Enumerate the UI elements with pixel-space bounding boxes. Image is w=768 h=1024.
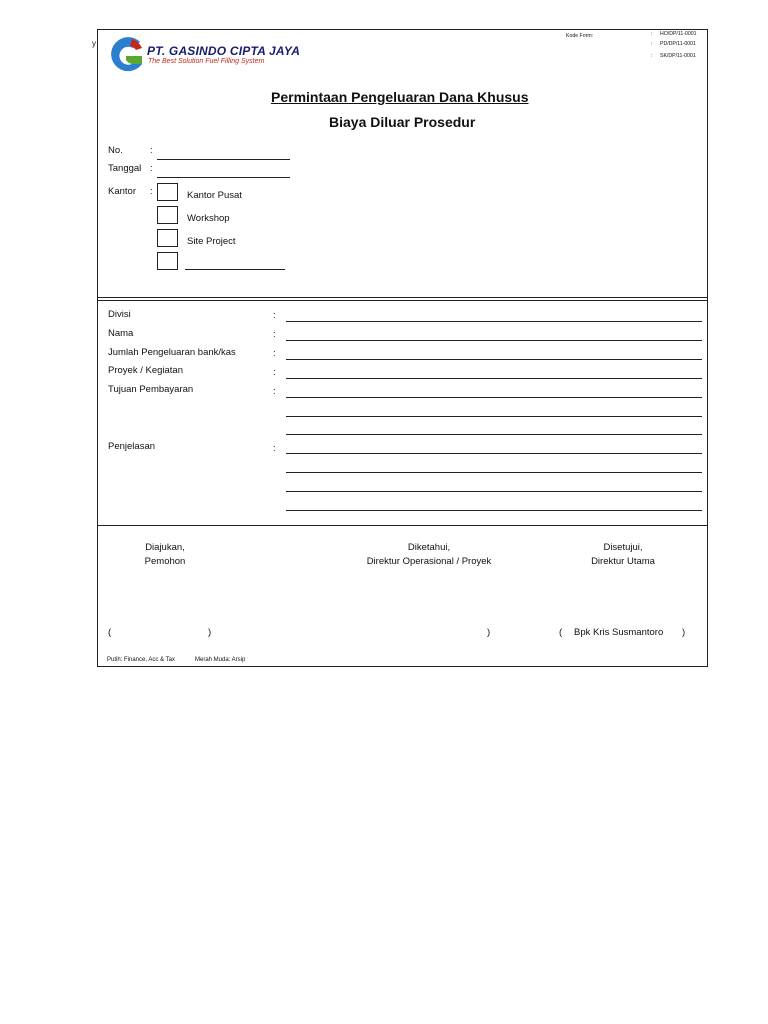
tujuan-label: Tujuan Pembayaran [108,384,194,395]
nama-label: Nama [108,328,134,339]
company-logo-icon [106,34,148,76]
colon: : [273,367,276,378]
code-colon: : [651,31,653,37]
colon: : [150,186,153,197]
signature-right [568,541,678,569]
pemohon-label: Pemohon [144,556,186,567]
divisi-field[interactable] [286,321,702,322]
direktur-utama-label: Direktur Utama [591,556,655,567]
colon: : [150,163,153,174]
proyek-label: Proyek / Kegiatan [108,365,183,376]
jumlah-field[interactable] [286,359,702,360]
colon: : [273,310,276,321]
colon: : [273,386,276,397]
workshop-checkbox[interactable] [157,206,178,224]
no-label: No. [108,145,123,156]
mid-paren-close: ) [487,627,491,638]
form-code: PD/DP/11-0001 [660,41,696,47]
kantor-pusat-label: Kantor Pusat [187,190,242,201]
divisi-label: Divisi [108,309,131,320]
site-project-label: Site Project [187,236,236,247]
code-colon: : [651,41,653,47]
tanggal-field[interactable] [157,177,290,178]
penjelasan-field[interactable] [286,453,702,454]
site-project-checkbox[interactable] [157,229,178,247]
section-divider [98,300,707,301]
form-subtitle: Biaya Diluar Prosedur [329,114,476,130]
form-code: HO/DP/11-0001 [660,31,697,37]
other-office-checkbox[interactable] [157,252,178,270]
penjelasan-field[interactable] [286,491,702,492]
colon: : [150,145,153,156]
colon: : [273,443,276,454]
jumlah-label: Jumlah Pengeluaran bank/kas [108,347,236,358]
penjelasan-field[interactable] [286,510,702,511]
diajukan-label: Diajukan, [145,542,185,553]
form-title: Permintaan Pengeluaran Dana Khusus [271,89,529,105]
workshop-label: Workshop [187,213,230,224]
tanggal-label: Tanggal [108,163,142,174]
other-office-field[interactable] [185,269,285,270]
signature-middle [344,541,514,569]
no-field[interactable] [157,159,290,160]
kantor-pusat-checkbox[interactable] [157,183,178,201]
form-document [97,29,708,667]
copy-pink-note: Merah Muda: Arsip [195,657,246,663]
code-colon: : [651,53,653,59]
form-code: SK/DP/11-0001 [660,53,696,59]
disetujui-label: Disetujui, [603,542,643,553]
section-divider [98,525,707,526]
left-paren-open: ( [108,627,112,638]
company-name: PT. GASINDO CIPTA JAYA [147,44,301,58]
tujuan-field[interactable] [286,434,702,435]
proyek-field[interactable] [286,378,702,379]
signature-left [113,541,217,569]
penjelasan-label: Penjelasan [108,441,156,452]
tujuan-field[interactable] [286,397,702,398]
diketahui-label: Diketahui, [407,542,451,553]
left-paren-close: ) [208,627,212,638]
penjelasan-field[interactable] [286,472,702,473]
tujuan-field[interactable] [286,416,702,417]
kantor-label: Kantor [108,186,136,197]
company-tagline: The Best Solution Fuel Filling System [148,58,265,65]
direktur-operasional-label: Direktur Operasional / Proyek [366,556,492,567]
right-paren-open: ( [559,627,563,638]
stray-mark: y [92,39,96,48]
right-paren-close: ) [682,627,686,638]
kode-form-label: Kode Form: [566,33,594,39]
colon: : [273,348,276,359]
copy-white-note: Putih: Finance, Acc & Tax [107,657,175,663]
approver-name: Bpk Kris Susmantoro [574,627,664,638]
nama-field[interactable] [286,340,702,341]
colon: : [273,329,276,340]
section-divider [98,297,707,298]
